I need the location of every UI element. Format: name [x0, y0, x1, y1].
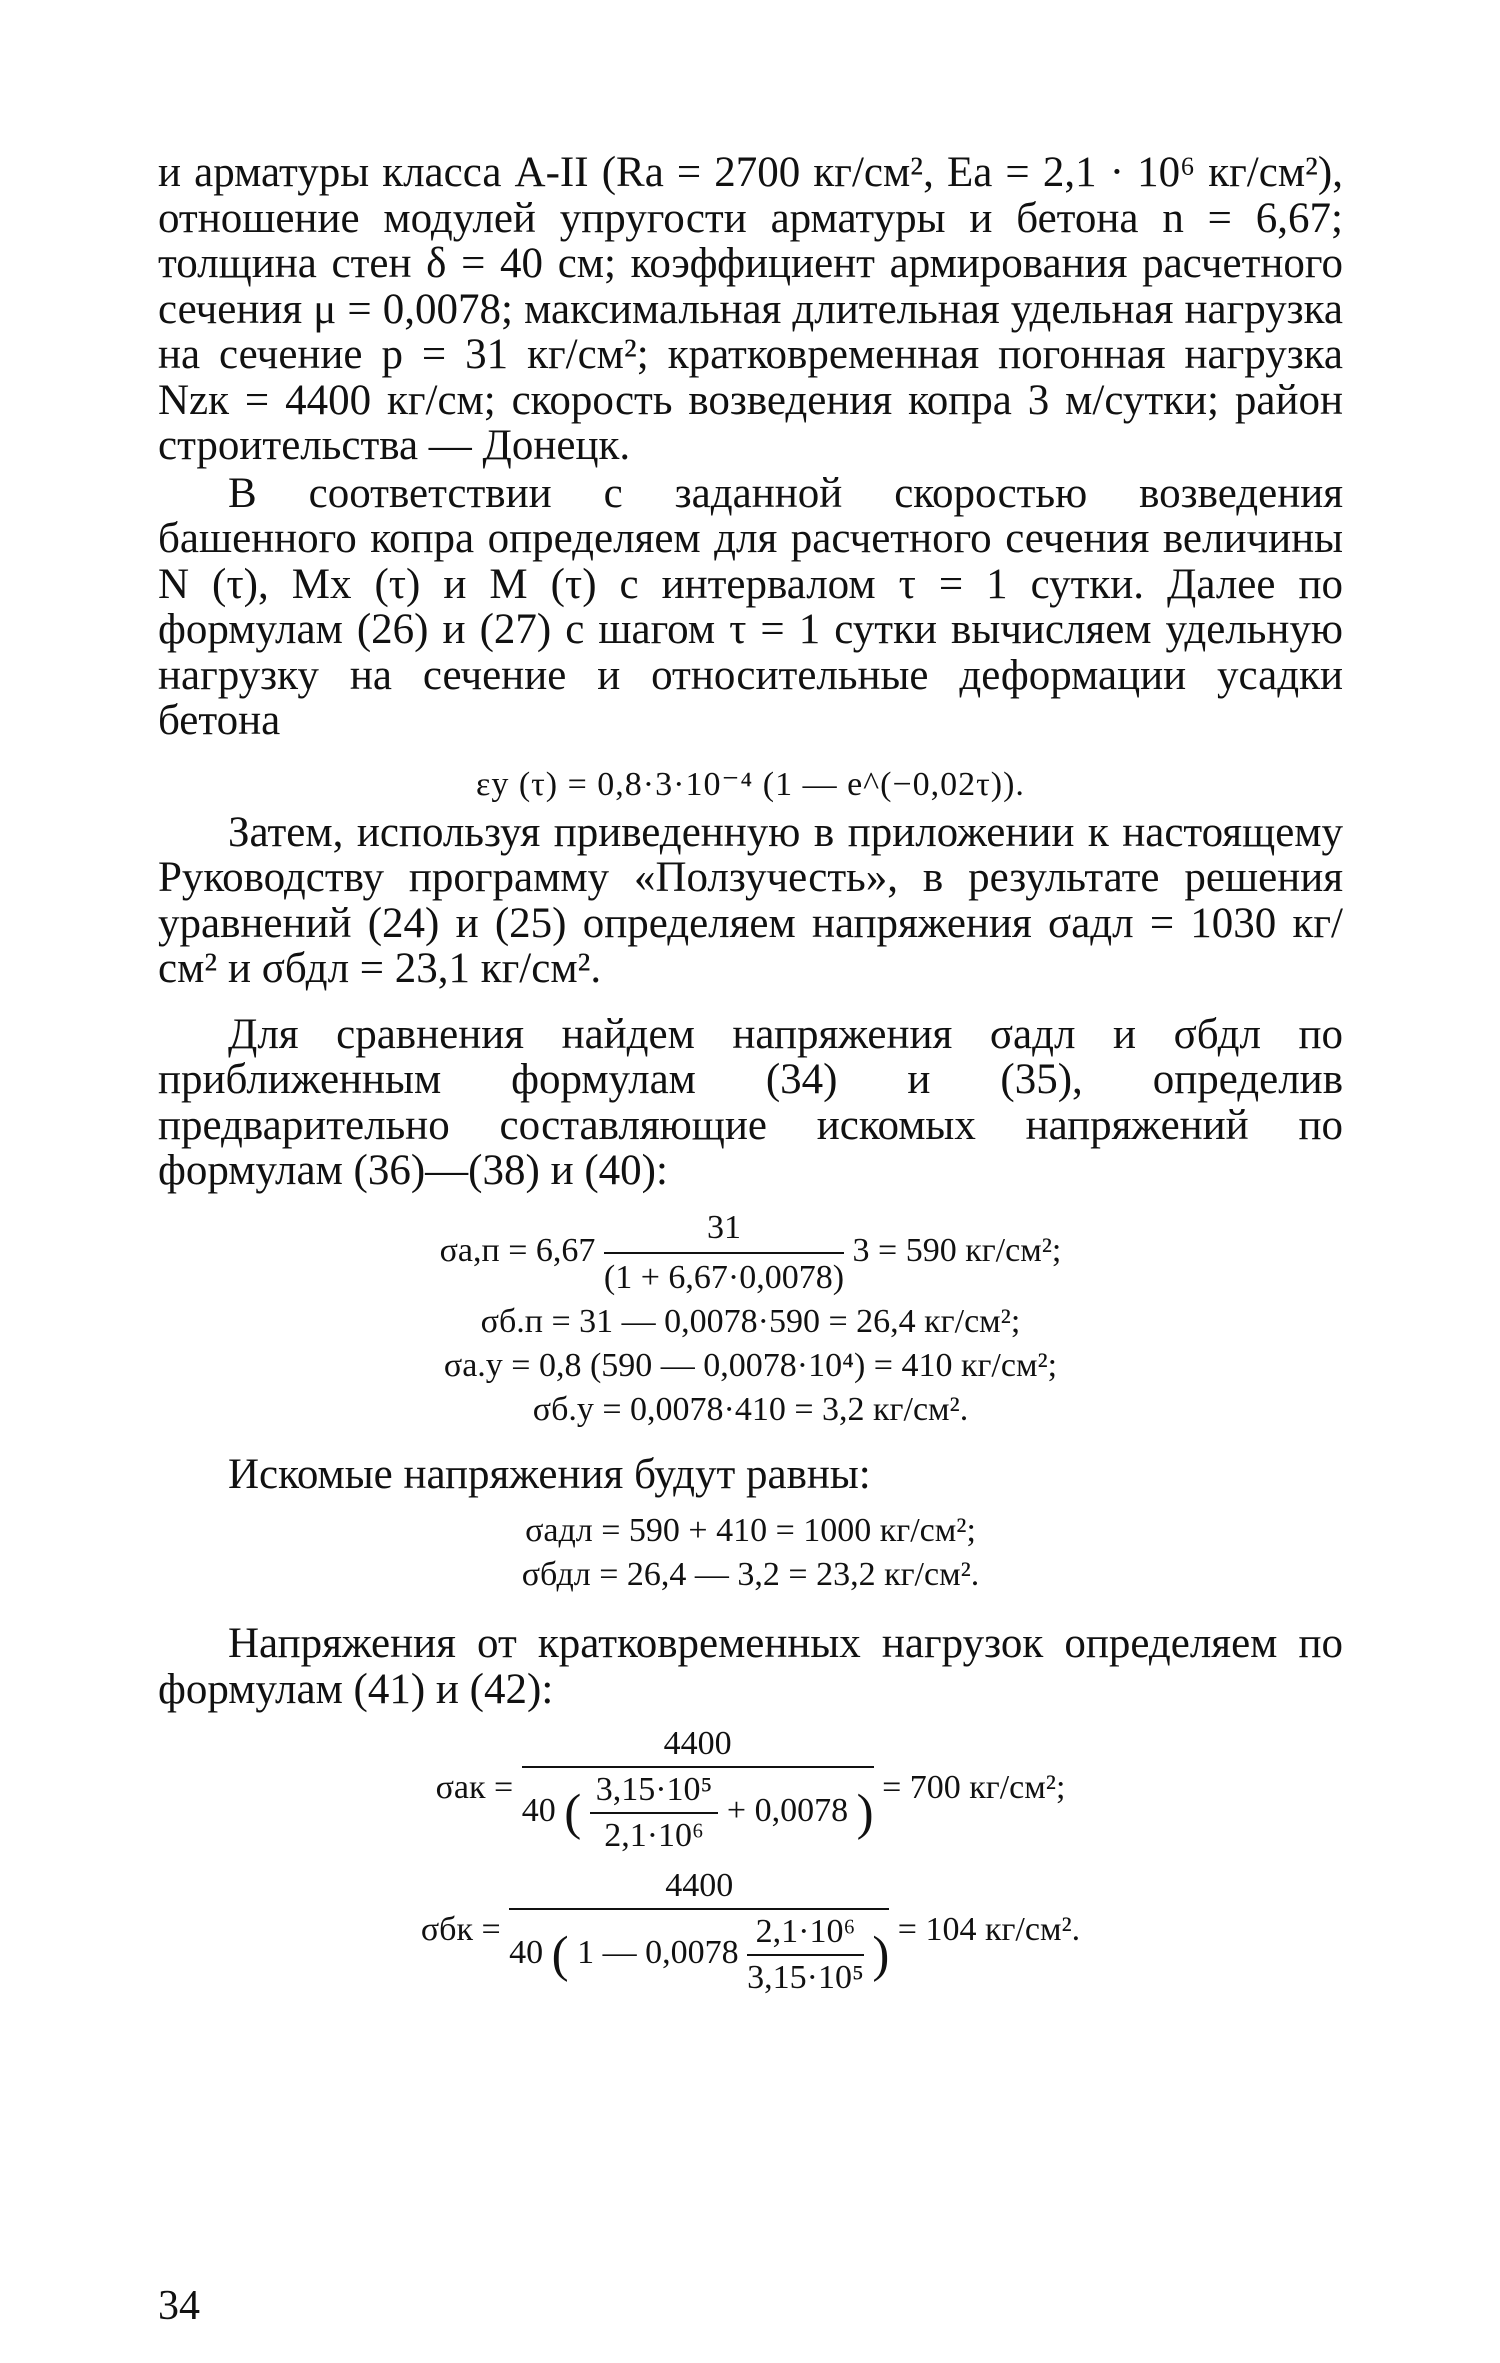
equation-rhs: = 104 кг/см². [897, 1910, 1081, 1948]
equation-rhs: 3 = 590 кг/см²; [852, 1231, 1062, 1269]
equation-sigma-a-dl: σадл = 590 + 410 = 1000 кг/см²; [525, 1512, 976, 1549]
coefficient: 40 [521, 1791, 556, 1829]
fraction-denominator [522, 1768, 874, 1856]
fraction [522, 1724, 874, 1856]
paragraph-5: Искомые напряжения будут равны: [228, 1450, 871, 1498]
term: 1 — 0,0078 [577, 1933, 739, 1971]
equation-sigma-b-dl: σбдл = 26,4 — 3,2 = 23,2 кг/см². [521, 1556, 980, 1593]
left-paren: ( [564, 1785, 582, 1841]
inner-numerator: 2,1·10⁶ [747, 1912, 864, 1956]
inner-denominator: 2,1·10⁶ [604, 1817, 704, 1854]
paragraph-1: и арматуры класса А-II (Rа = 2700 кг/см², Eа = 2,1 · 10⁶ кг/см²), отношение модулей упругости арматуры и бетона n = 6,67; толщина стен δ = 40 см; коэффициент армирования расчетного сечения μ = 0,0078; максимальная длительная удельная нагрузка на сечение p = 31 кг/см²; кратковременная погонная нагрузка Nzк = 4400 кг/см; скорость возведения копра 3 м/сутки; район строительства — Донецк. [158, 149, 1343, 469]
equation-sigma-b-y: σб.у = 0,0078·410 = 3,2 кг/см². [532, 1390, 969, 1428]
equation-sigma-b-p: σб.п = 31 — 0,0078·590 = 26,4 кг/см²; [480, 1302, 1021, 1340]
fraction-denominator [509, 1910, 889, 1998]
fraction [509, 1866, 889, 1998]
inner-fraction [590, 1770, 719, 1856]
equation-block-components [158, 1206, 1343, 1432]
fraction-numerator: 4400 [522, 1724, 874, 1768]
paragraph-3: Затем, используя приведенную в приложении к настоящему Руководству программу «Ползучесть», в результате решения уравнений (24) и (25) определяем напряжения σадл = 1030 кг/см² и σбдл = 23,1 кг/см². [158, 808, 1343, 992]
equation-lhs: σак = [435, 1768, 514, 1806]
equation-block-totals [158, 1509, 1343, 1597]
fraction-numerator: 4400 [509, 1866, 889, 1910]
inner-numerator: 3,15·10⁵ [590, 1770, 719, 1814]
inner-denominator: 3,15·10⁵ [747, 1959, 864, 1996]
coefficient: 40 [509, 1933, 544, 1971]
paragraph-6: Напряжения от кратковременных нагрузок определяем по формулам (41) и (42): [158, 1620, 1343, 1713]
right-paren: ) [856, 1785, 874, 1841]
addend: + 0,0078 [726, 1791, 849, 1829]
fraction-denominator: (1 + 6,67·0,0078) [603, 1258, 845, 1296]
equation-rhs: = 700 кг/см²; [882, 1768, 1066, 1806]
equation-sigma-a-k [158, 1724, 1343, 1856]
fraction [604, 1206, 844, 1300]
fraction-numerator: 31 [604, 1206, 844, 1254]
inner-fraction [747, 1912, 864, 1998]
page-number: 34 [158, 2283, 200, 2329]
equation-lhs: σа,п = 6,67 [439, 1231, 596, 1269]
left-paren: ( [551, 1927, 569, 1983]
equation-sigma-b-k [158, 1866, 1343, 1998]
equation-sigma-a-p [158, 1206, 1343, 1300]
equation-sigma-a-y: σа.у = 0,8 (590 — 0,0078·10⁴) = 410 кг/см²; [443, 1346, 1058, 1384]
paragraph-4: Для сравнения найдем напряжения σадл и σбдл по приближенным формулам (34) и (35), определив предварительно составляющие искомых напряжений по формулам (36)—(38) и (40): [158, 1010, 1343, 1194]
paragraph-2: В соответствии с заданной скоростью возведения башенного копра определяем для расчетного сечения величины N (τ), Mx (τ) и M (τ) с интервалом τ = 1 сутки. Далее по формулам (26) и (27) с шагом τ = 1 сутки вычисляем удельную нагрузку на сечение и относительные деформации усадки бетона [158, 469, 1343, 744]
equation-shrinkage: εy (τ) = 0,8·3·10⁻⁴ (1 — e^(−0,02τ)). [476, 765, 1025, 803]
equation-lhs: σбк = [420, 1910, 501, 1948]
equation-block-short-term [158, 1724, 1343, 1998]
page-content [158, 150, 1343, 1998]
right-paren: ) [872, 1927, 890, 1983]
